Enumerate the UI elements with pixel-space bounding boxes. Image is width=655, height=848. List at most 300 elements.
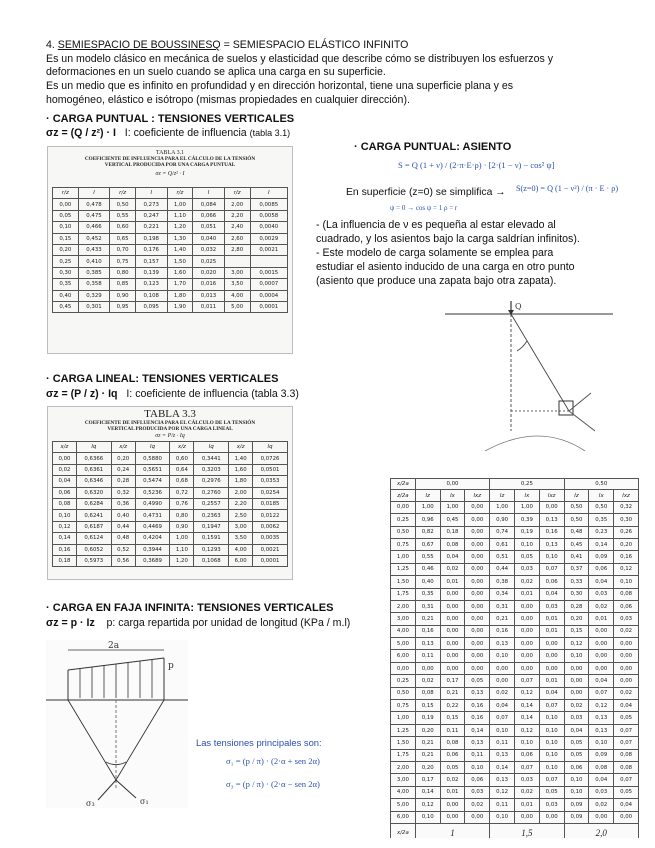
table-row: [391, 538, 639, 550]
table-cell: 0,39: [514, 514, 539, 526]
table-cell: 0,6366: [76, 453, 111, 464]
table-cell: 0,410: [78, 256, 110, 267]
table-cell: 0,221: [135, 222, 167, 233]
table-cell: 0,50: [564, 501, 589, 513]
table-cell: 1,60: [229, 464, 253, 475]
table-cell: 0,00: [514, 638, 539, 650]
table-cell: 0,07: [539, 563, 564, 575]
table-cell: 0,30: [564, 588, 589, 600]
table-cell: 0,04: [564, 724, 589, 736]
table-cell: 0,07: [539, 700, 564, 712]
asiento-note-2b: estudiar el asiento inducido de una carga en otro punto: [316, 261, 575, 273]
table-cell: 0,3203: [194, 464, 229, 475]
table-cell: 0,05: [440, 761, 465, 773]
table-row: [53, 464, 288, 475]
table-cell: 0,2363: [194, 510, 229, 521]
table-cell: 0,21: [415, 613, 440, 625]
table-cell: 0,6320: [76, 487, 111, 498]
table-cell: 0,38: [490, 576, 515, 588]
table-cell: 0,12: [614, 563, 639, 575]
table-row: [53, 267, 288, 278]
table-cell: 0,45: [53, 301, 79, 312]
table-row: [391, 600, 639, 612]
table-cell: 0,2760: [194, 487, 229, 498]
table-cell: 0,18: [53, 555, 77, 566]
table-cell: 0,13: [465, 737, 490, 749]
table-cell: 0,15: [440, 712, 465, 724]
table-cell: 1,00: [514, 501, 539, 513]
strip-influence-table-scan: [390, 478, 639, 838]
table-cell: 0,07: [514, 761, 539, 773]
table-cell: 0,00: [440, 625, 465, 637]
table-cell: 0,04: [539, 687, 564, 699]
table-cell: 0,0726: [253, 453, 288, 464]
table-cell: 0,5973: [76, 555, 111, 566]
table-cell: 0,05: [614, 712, 639, 724]
table-cell: 0,00: [514, 650, 539, 662]
table-cell: 0,14: [490, 761, 515, 773]
table-cell: 1,00: [167, 199, 193, 210]
table-cell: 0,6284: [76, 498, 111, 509]
table-cell: 0,33: [564, 576, 589, 588]
footer-cell: 1: [415, 823, 489, 838]
table-cell: 0,13: [490, 774, 515, 786]
table-cell: 0,20: [111, 453, 135, 464]
table-row: [391, 786, 639, 798]
table-cell: 0,1068: [194, 555, 229, 566]
footer-cell: 2,0: [564, 823, 638, 838]
table-cell: 0,19: [514, 526, 539, 538]
table-cell: 0,00: [465, 588, 490, 600]
table-cell: 0,50: [391, 687, 416, 699]
table-cell: 0,0040: [250, 222, 288, 233]
group-header: 0,00: [415, 479, 489, 490]
table-cell: 0,00: [465, 650, 490, 662]
table-cell: 0,1591: [194, 533, 229, 544]
header-cell: Iq: [76, 442, 111, 453]
table-cell: 0,13: [589, 724, 614, 736]
table-cell: 0,12: [514, 724, 539, 736]
lineal-formula: σz = (P / z) · Iq: [46, 388, 118, 400]
table-cell: 0,00: [564, 687, 589, 699]
table-cell: 1,50: [167, 256, 193, 267]
table-cell: 0,10: [539, 749, 564, 761]
table-3-3: [52, 441, 288, 567]
table-3-1-scan: [47, 146, 293, 354]
faja-desc: p: carga repartida por unidad de longitud (KPa / m.l): [106, 617, 351, 629]
table-cell: 0,02: [589, 600, 614, 612]
table-cell: 0,00: [465, 638, 490, 650]
table-header-row: [53, 188, 288, 199]
lineal-title: · CARGA LINEAL: TENSIONES VERTICALES: [46, 373, 279, 385]
table-cell: 0,2557: [194, 498, 229, 509]
table-cell: 0,21: [440, 687, 465, 699]
table-cell: 0,75: [391, 538, 416, 550]
table-cell: 0,50: [110, 199, 136, 210]
table-cell: 0,10: [490, 724, 515, 736]
table-cell: 0,00: [53, 453, 77, 464]
puntual-desc: I: coeficiente de influencia: [124, 127, 247, 139]
table-cell: 0,25: [53, 256, 79, 267]
table-cell: 0,475: [78, 210, 110, 221]
table-cell: 0,6187: [76, 521, 111, 532]
header-cell: I: [193, 188, 225, 199]
table-row: [391, 576, 639, 588]
table-cell: 2,50: [229, 510, 253, 521]
table-row: [53, 510, 288, 521]
table-row: [391, 563, 639, 575]
table-cell: 6,00: [391, 650, 416, 662]
table-cell: 0,03: [564, 712, 589, 724]
table-cell: 6,00: [391, 811, 416, 823]
table-cell: 0,301: [78, 301, 110, 312]
table-cell: 1,80: [167, 290, 193, 301]
table-cell: 0,00: [440, 799, 465, 811]
table-cell: 0,21: [490, 613, 515, 625]
header-cell: Iq: [253, 442, 288, 453]
table-cell: 0,00: [614, 662, 639, 674]
table-cell: 0,12: [589, 700, 614, 712]
bulb-arc: [485, 436, 585, 451]
table-cell: 0,273: [135, 199, 167, 210]
table-cell: 0,10: [564, 650, 589, 662]
lineal-desc: I: coeficiente de influencia (tabla 3.3): [126, 388, 299, 400]
table-cell: 0,14: [589, 538, 614, 550]
table-row: [391, 514, 639, 526]
table-cell: 0,10: [490, 811, 515, 823]
table-cell: 0,5474: [135, 476, 170, 487]
table-row: [53, 487, 288, 498]
table-cell: 0,6124: [76, 533, 111, 544]
table-cell: 0,64: [170, 464, 194, 475]
table-cell: 0,00: [440, 662, 465, 674]
table-cell: 0,16: [539, 526, 564, 538]
table-cell: 0,00: [465, 600, 490, 612]
table-cell: 0,0185: [253, 498, 288, 509]
table-cell: 0,14: [465, 724, 490, 736]
table-row: [53, 210, 288, 221]
boussinesq-point-diagram: [445, 301, 613, 469]
table-cell: 0,01: [539, 625, 564, 637]
table-cell: 0,10: [539, 737, 564, 749]
table-cell: 0,00: [490, 675, 515, 687]
table-cell: 0,10: [539, 761, 564, 773]
table-cell: 0,13: [589, 712, 614, 724]
table-row: [53, 521, 288, 532]
table-cell: 0,00: [614, 650, 639, 662]
table-cell: 0,10: [564, 786, 589, 798]
table-cell: 1,50: [391, 576, 416, 588]
table-cell: 0,12: [564, 638, 589, 650]
table-cell: 0,00: [514, 625, 539, 637]
table-cell: 0,02: [415, 675, 440, 687]
table-cell: 0,00: [589, 650, 614, 662]
table-cell: 0,36: [111, 498, 135, 509]
table-row: [53, 301, 288, 312]
table-cell: 0,05: [514, 551, 539, 563]
table-cell: 2,80: [224, 244, 250, 255]
table-row: [391, 700, 639, 712]
table-cell: 0,41: [564, 551, 589, 563]
table-cell: 0,00: [440, 811, 465, 823]
table-cell: 0,13: [465, 687, 490, 699]
table-cell: 0,466: [78, 222, 110, 233]
table-cell: 0,40: [111, 510, 135, 521]
table-cell: 0,06: [614, 600, 639, 612]
table-cell: 0,04: [539, 588, 564, 600]
table-cell: 3,50: [229, 533, 253, 544]
table-row: [391, 749, 639, 761]
table-cell: 0,04: [614, 700, 639, 712]
table-cell: 0,82: [415, 526, 440, 538]
table-cell: 0,02: [564, 700, 589, 712]
table-cell: 0,433: [78, 244, 110, 255]
table-cell: 0,0122: [253, 510, 288, 521]
table-3-1: [52, 187, 288, 313]
ray-right: [116, 700, 164, 780]
table-cell: 0,066: [193, 210, 225, 221]
table-cell: 0,24: [111, 464, 135, 475]
table-cell: 1,00: [391, 712, 416, 724]
table-cell: 0,478: [78, 199, 110, 210]
table-cell: 0,00: [465, 563, 490, 575]
table-cell: 0,04: [589, 675, 614, 687]
table-cell: 0,358: [78, 279, 110, 290]
table-cell: 0,06: [465, 774, 490, 786]
load-arrows: [80, 660, 152, 698]
table-row: [53, 476, 288, 487]
table-cell: 0,20: [53, 244, 79, 255]
table-cell: 1,25: [391, 724, 416, 736]
header-cell: r/z: [110, 188, 136, 199]
table-cell: 0,11: [490, 799, 515, 811]
table-cell: 0,09: [589, 551, 614, 563]
table-cell: 0,07: [614, 724, 639, 736]
table-cell: 0,46: [415, 563, 440, 575]
table-cell: 0,08: [53, 498, 77, 509]
header-cell: r/z: [167, 188, 193, 199]
heading-rest: = SEMIESPACIO ELÁSTICO INFINITO: [220, 39, 409, 51]
table-cell: 0,44: [111, 521, 135, 532]
table-cell: 0,80: [170, 510, 194, 521]
table-cell: 0,385: [78, 267, 110, 278]
table-row: [391, 724, 639, 736]
table-cell: 0,10: [539, 724, 564, 736]
sub-header: Ix: [589, 490, 614, 501]
table-cell: 0,96: [415, 514, 440, 526]
header-cell: x/z: [111, 442, 135, 453]
table-cell: 1,40: [229, 453, 253, 464]
table-cell: 0,03: [539, 600, 564, 612]
table-cell: 0,2976: [194, 476, 229, 487]
table-cell: 0,68: [170, 476, 194, 487]
table-cell: 0,67: [415, 538, 440, 550]
angle-arc: [517, 341, 527, 351]
table-cell: 0,90: [110, 290, 136, 301]
table-cell: 0,04: [589, 576, 614, 588]
table-row: [391, 650, 639, 662]
table-cell: 1,10: [170, 544, 194, 555]
table-cell: 0,05: [564, 749, 589, 761]
table-cell: 0,0004: [250, 290, 288, 301]
table-cell: 0,48: [564, 526, 589, 538]
table-cell: 0,00: [391, 501, 416, 513]
table-cell: 0,00: [440, 600, 465, 612]
strip-load-diagram: [46, 640, 188, 808]
table-cell: 0,00: [465, 613, 490, 625]
table-cell: 0,08: [614, 749, 639, 761]
section-heading: [46, 39, 408, 52]
table-cell: 0,07: [614, 737, 639, 749]
table-cell: 1,75: [391, 749, 416, 761]
table-cell: 0,30: [53, 267, 79, 278]
table-cell: 0,10: [564, 774, 589, 786]
table-cell: 0,13: [415, 638, 440, 650]
table-cell: 0,01: [514, 799, 539, 811]
header-cell: Iq: [135, 442, 170, 453]
table-row: [391, 675, 639, 687]
table-cell: 0,60: [170, 453, 194, 464]
table-cell: 0,75: [110, 256, 136, 267]
table-cell: 0,31: [415, 600, 440, 612]
table-cell: 1,00: [490, 501, 515, 513]
table-cell: 0,35: [589, 514, 614, 526]
table-cell: 0,00: [465, 538, 490, 550]
table-cell: 0,05: [614, 786, 639, 798]
table-cell: 0,03: [514, 563, 539, 575]
table-cell: 0,00: [465, 501, 490, 513]
heading-link[interactable]: SEMIESPACIO DE BOUSSINESQ: [57, 39, 221, 51]
asiento-note-1b: cuadrado, y los asientos bajo la carga saldrían infinitos).: [316, 233, 580, 245]
table-cell: 1,70: [167, 279, 193, 290]
asiento-note-2a: - Este modelo de carga solamente se emplea para: [316, 247, 554, 259]
table-cell: 0,05: [465, 675, 490, 687]
table-cell: 0,198: [135, 233, 167, 244]
stress-arrow: [569, 411, 595, 431]
table-cell: 0,07: [539, 774, 564, 786]
table-cell: 2,00: [391, 761, 416, 773]
table-cell: 0,45: [440, 514, 465, 526]
table-cell: 0,06: [53, 487, 77, 498]
table-cell: 0,00: [614, 638, 639, 650]
table-cell: 0,02: [614, 687, 639, 699]
table-cell: 0,0501: [253, 464, 288, 475]
table-cell: 0,07: [614, 774, 639, 786]
table-cell: 1,20: [167, 222, 193, 233]
table-cell: 0,123: [135, 279, 167, 290]
table-3-1-label: TABLA 3.1: [155, 150, 185, 156]
table-cell: 0,01: [539, 675, 564, 687]
table-cell: 0,025: [193, 256, 225, 267]
table-cell: 2,00: [224, 199, 250, 210]
table-cell: 1,80: [229, 476, 253, 487]
width-label: 2a: [108, 641, 120, 651]
header-cell: I: [78, 188, 110, 199]
table-cell: [224, 256, 250, 267]
table-cell: 0,12: [490, 786, 515, 798]
table-cell: 0,52: [111, 544, 135, 555]
table-cell: 0,00: [440, 650, 465, 662]
table-cell: 0,06: [514, 749, 539, 761]
table-cell: 0,5880: [135, 453, 170, 464]
table-row: [53, 290, 288, 301]
sigma1-label: σ₁: [140, 797, 149, 806]
table-cell: 0,20: [415, 761, 440, 773]
table-row: [391, 613, 639, 625]
table-cell: 0,02: [440, 774, 465, 786]
table-cell: 0,00: [589, 811, 614, 823]
table-header-row: [53, 442, 288, 453]
table-cell: 0,15: [53, 233, 79, 244]
table-row: [53, 544, 288, 555]
table-cell: 0,10: [539, 551, 564, 563]
table-cell: 0,0021: [250, 244, 288, 255]
table-3-3-caption-2: VERTICAL PRODUCIDA POR UNA CARGA LINEAL: [107, 426, 233, 432]
table-cell: 0,00: [415, 662, 440, 674]
table-cell: 1,00: [440, 501, 465, 513]
table-cell: 1,00: [391, 551, 416, 563]
puntual-ref: (tabla 3.1): [249, 128, 291, 138]
table-cell: 0,10: [514, 538, 539, 550]
load-label: Q: [515, 302, 522, 311]
table-row: [391, 761, 639, 773]
table-cell: 0,4469: [135, 521, 170, 532]
sub-header: Ix: [440, 490, 465, 501]
table-cell: 0,15: [415, 700, 440, 712]
table-cell: 0,13: [539, 538, 564, 550]
table-cell: 0,6361: [76, 464, 111, 475]
heading-number: 4.: [46, 39, 55, 51]
intro-line-4: homogéneo, elástico e isótropo (mismas propiedades en cualquier dirección).: [46, 94, 410, 106]
table-cell: 0,00: [539, 638, 564, 650]
table-cell: 0,14: [53, 533, 77, 544]
table-row: [53, 498, 288, 509]
table-cell: 0,6241: [76, 510, 111, 521]
table-cell: 0,40: [415, 576, 440, 588]
table-cell: 0,00: [465, 662, 490, 674]
table-cell: 0,01: [589, 613, 614, 625]
table-cell: 1,25: [391, 563, 416, 575]
header-cell: x/z: [170, 442, 194, 453]
table-cell: 0,07: [514, 675, 539, 687]
table-cell: 0,4731: [135, 510, 170, 521]
table-cell: [250, 256, 288, 267]
header-cell: r/z: [53, 188, 79, 199]
table-cell: 0,07: [490, 712, 515, 724]
table-cell: 0,16: [465, 700, 490, 712]
table-cell: 0,095: [135, 301, 167, 312]
table-cell: 0,26: [614, 526, 639, 538]
table-cell: 0,00: [465, 551, 490, 563]
table-cell: 4,00: [229, 544, 253, 555]
table-cell: 2,20: [224, 210, 250, 221]
table-cell: 0,0001: [253, 555, 288, 566]
table-cell: 1,10: [167, 210, 193, 221]
asiento-surface-text: En superficie (z=0) se simplifica →: [346, 187, 506, 198]
table-cell: 0,48: [111, 533, 135, 544]
table-cell: 0,03: [614, 613, 639, 625]
table-cell: 0,00: [391, 662, 416, 674]
header-cell: r/z: [224, 188, 250, 199]
table-cell: 0,08: [440, 737, 465, 749]
table-cell: 0,02: [614, 625, 639, 637]
table-cell: 0,01: [539, 613, 564, 625]
table-row: [53, 256, 288, 267]
sub-header: Iz: [564, 490, 589, 501]
table-cell: 0,01: [440, 786, 465, 798]
table-cell: 0,0085: [250, 199, 288, 210]
table-cell: 0,13: [490, 749, 515, 761]
